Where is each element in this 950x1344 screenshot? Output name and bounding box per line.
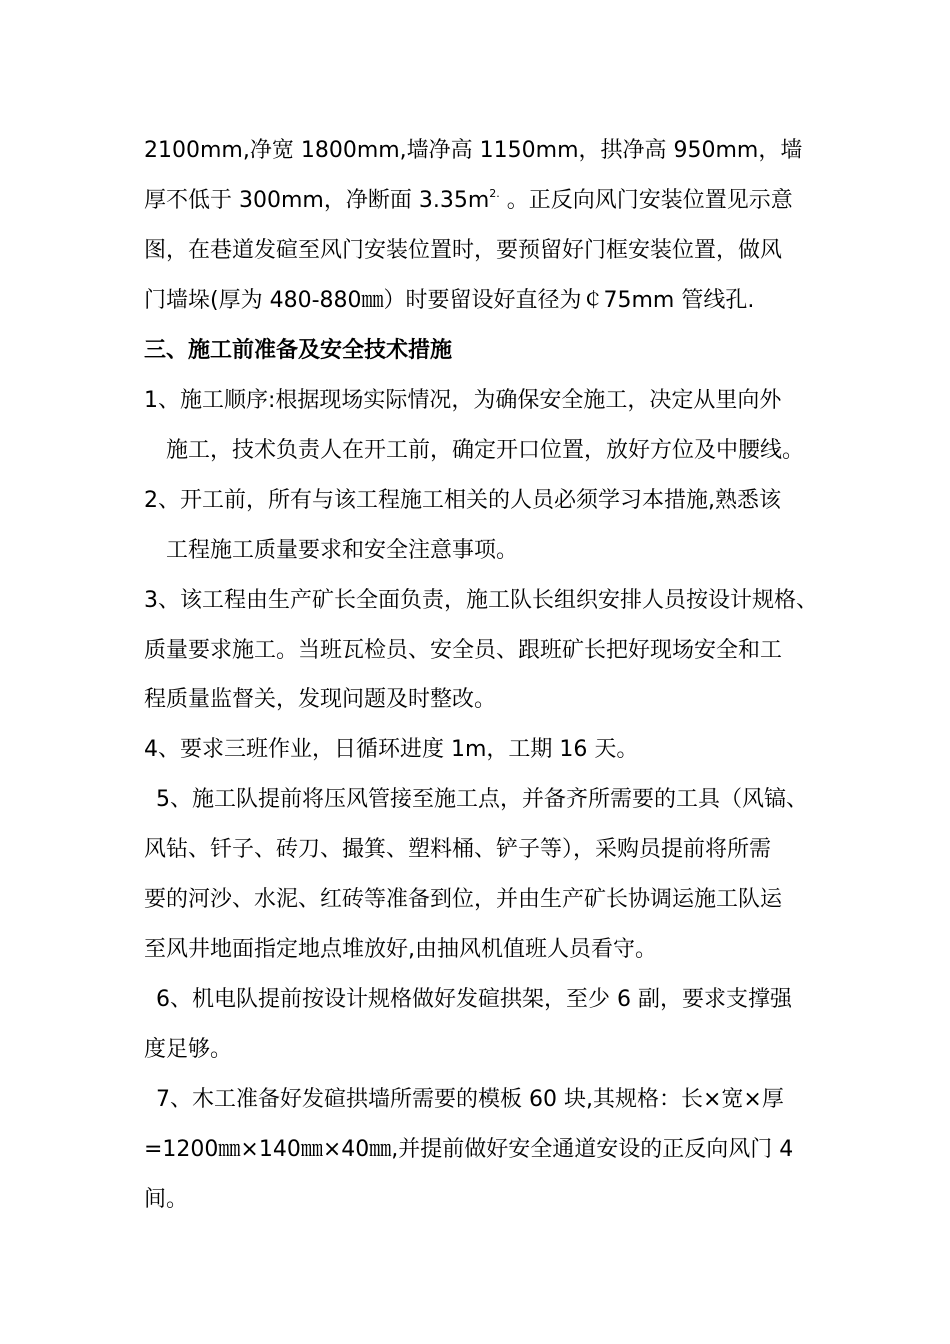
list-item-continuation: 质量要求施工。当班瓦检员、安全员、跟班矿长把好现场安全和工	[144, 638, 783, 663]
intro-line-2-text: 厚不低于 300mm，净断面 3.35m	[144, 188, 490, 213]
list-item-continuation: 工程施工质量要求和安全注意事项。	[166, 538, 519, 563]
list-item: 3、该工程由生产矿长全面负责，施工队长组织安排人员按设计规格、	[144, 588, 818, 613]
list-item: 2、开工前，所有与该工程施工相关的人员必须学习本措施,熟悉该	[144, 488, 781, 513]
list-item: 5、施工队提前将压风管接至施工点，并备齐所需要的工具（风镐、	[156, 787, 808, 812]
list-item-continuation: 要的河沙、水泥、红砖等准备到位，并由生产矿长协调运施工队运	[144, 887, 783, 912]
intro-line-2	[144, 187, 793, 215]
intro-line-1: 2100mm,净宽 1800mm,墙净高 1150mm，拱净高 950mm，墙	[144, 138, 803, 163]
list-item: 6、机电队提前按设计规格做好发碹拱架，至少 6 副，要求支撑强	[156, 987, 792, 1012]
list-item-continuation: 度足够。	[144, 1037, 233, 1062]
list-item: 1、施工顺序:根据现场实际情况，为确保安全施工，决定从里向外	[144, 388, 782, 413]
section-heading: 三、施工前准备及安全技术措施	[144, 338, 453, 363]
intro-line-2-tail: 。正反向风门安装位置见示意	[499, 188, 793, 213]
list-item-continuation: =1200㎜×140㎜×40㎜,并提前做好安全通道安设的正反向风门 4	[144, 1137, 794, 1162]
list-item-continuation: 风钻、钎子、砖刀、撮箕、塑料桶、铲子等），采购员提前将所需	[144, 837, 772, 862]
intro-line-4: 门墙垛(厚为 480-880㎜）时要留设好直径为￠75mm 管线孔.	[144, 288, 755, 313]
list-item-continuation: 程质量监督关，发现问题及时整改。	[144, 687, 497, 712]
list-item-continuation: 间。	[144, 1187, 189, 1212]
list-item: 7、木工准备好发碹拱墙所需要的模板 60 块,其规格：长×宽×厚	[156, 1087, 784, 1112]
intro-line-3: 图，在巷道发碹至风门安装位置时，要预留好门框安装位置，做风	[144, 238, 783, 263]
superscript-unit: 2.	[489, 187, 500, 200]
list-item-continuation: 施工，技术负责人在开工前，确定开口位置，放好方位及中腰线。	[166, 438, 805, 463]
list-item-continuation: 至风井地面指定地点堆放好,由抽风机值班人员看守。	[144, 937, 657, 962]
list-item: 4、要求三班作业，日循环进度 1m，工期 16 天。	[144, 737, 639, 762]
